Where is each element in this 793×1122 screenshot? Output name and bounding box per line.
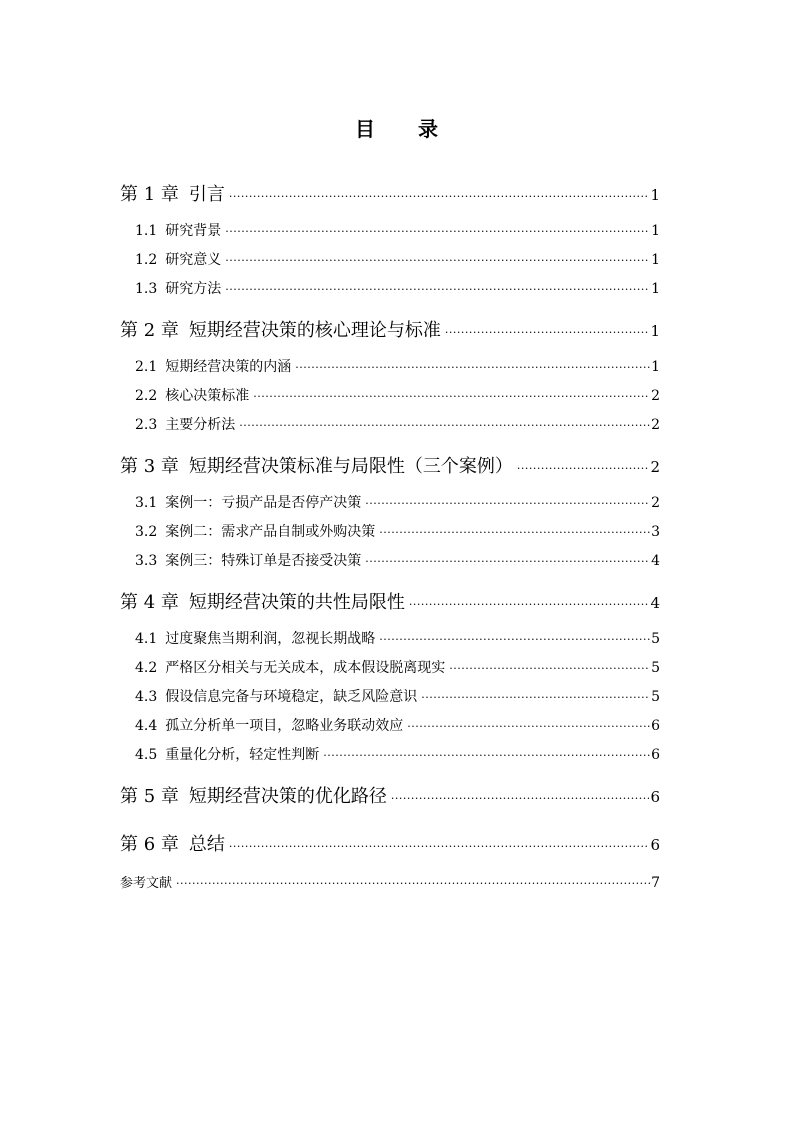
toc-section-4-2[interactable] — [135, 657, 660, 677]
toc-page-number: 4 — [650, 594, 660, 612]
toc-number: 4.3 — [135, 689, 158, 705]
toc-chapter-6[interactable] — [120, 830, 660, 856]
toc-title: 引言 — [188, 184, 225, 205]
toc-section-1-3[interactable] — [135, 278, 660, 298]
toc-number: 第 1 章 — [120, 184, 179, 205]
dot-leader — [323, 749, 650, 762]
toc-section-3-1[interactable] — [135, 492, 660, 512]
dot-leader — [517, 462, 650, 475]
toc-number: 1.1 — [135, 223, 158, 239]
toc-chapter-3[interactable] — [120, 452, 660, 478]
toc-number: 2.1 — [135, 359, 158, 375]
toc-title: 短期经营决策的共性局限性 — [188, 592, 405, 613]
toc-page-number: 2 — [651, 388, 660, 404]
toc-number: 3.2 — [135, 524, 158, 540]
toc-number: 2.3 — [135, 417, 158, 433]
dot-leader — [229, 190, 650, 203]
dot-leader — [229, 840, 650, 853]
dot-leader — [365, 555, 650, 568]
toc-title: 短期经营决策的内涵 — [165, 359, 292, 375]
toc-page-number: 5 — [651, 660, 660, 676]
toc-page-number: 7 — [651, 875, 660, 891]
dot-leader — [225, 225, 650, 238]
toc-page-number: 1 — [651, 223, 660, 239]
toc-section-3-3[interactable] — [135, 550, 660, 570]
toc-page-number: 1 — [651, 281, 660, 297]
toc-page-number: 1 — [650, 322, 660, 340]
dot-leader — [409, 598, 650, 611]
dot-leader — [407, 720, 650, 733]
toc-section-2-2[interactable] — [135, 385, 660, 405]
toc-page-number: 5 — [651, 631, 660, 647]
toc-section-1-2[interactable] — [135, 249, 660, 269]
toc-title: 核心决策标准 — [165, 388, 250, 404]
toc-title: 短期经营决策的核心理论与标准 — [188, 320, 441, 341]
toc-title: 案例三：特殊订单是否接受决策 — [165, 553, 362, 569]
dot-leader — [379, 526, 650, 539]
toc-page-number: 4 — [651, 553, 660, 569]
toc-title: 研究方法 — [165, 281, 222, 297]
toc-title: 孤立分析单一项目，忽略业务联动效应 — [165, 718, 404, 734]
toc-page-number: 2 — [651, 495, 660, 511]
toc-section-4-4[interactable] — [135, 715, 660, 735]
toc-number: 2.2 — [135, 388, 158, 404]
dot-leader — [295, 361, 650, 374]
toc-page-number: 2 — [650, 458, 660, 476]
toc-chapter-5[interactable] — [120, 782, 660, 808]
toc-title: 过度聚焦当期利润，忽视长期战略 — [165, 631, 376, 647]
dot-leader — [253, 390, 650, 403]
toc-title: 短期经营决策标准与局限性（三个案例） — [188, 456, 513, 477]
toc-section-4-1[interactable] — [135, 628, 660, 648]
toc-page-number: 1 — [650, 186, 660, 204]
dot-leader — [176, 877, 650, 890]
dot-leader — [445, 326, 650, 339]
toc-title: 严格区分相关与无关成本，成本假设脱离现实 — [165, 660, 446, 676]
toc-page-number: 1 — [651, 252, 660, 268]
toc-section-1-1[interactable] — [135, 220, 660, 240]
toc-number: 4.2 — [135, 660, 158, 676]
toc-references[interactable] — [120, 872, 660, 891]
toc-title: 短期经营决策的优化路径 — [188, 786, 387, 807]
toc-number: 1.3 — [135, 281, 158, 297]
page-title: 目 录 — [355, 117, 456, 141]
toc-number: 4.1 — [135, 631, 158, 647]
toc-title: 参考文献 — [120, 876, 173, 891]
toc-number: 第 2 章 — [120, 320, 179, 341]
toc-title: 案例二：需求产品自制或外购决策 — [165, 524, 376, 540]
toc-number: 4.4 — [135, 718, 158, 734]
toc-chapter-2[interactable] — [120, 316, 660, 342]
toc-section-2-3[interactable] — [135, 414, 660, 434]
toc-title: 研究意义 — [165, 252, 222, 268]
toc-number: 第 5 章 — [120, 786, 179, 807]
toc-number: 3.3 — [135, 553, 158, 569]
dot-leader — [225, 283, 650, 296]
toc-page-number: 5 — [651, 689, 660, 705]
toc-section-2-1[interactable] — [135, 356, 660, 376]
toc-title: 案例一：亏损产品是否停产决策 — [165, 495, 362, 511]
toc-title: 总结 — [188, 834, 225, 855]
toc-page-number: 1 — [651, 359, 660, 375]
dot-leader — [239, 419, 650, 432]
toc-section-4-3[interactable] — [135, 686, 660, 706]
toc-chapter-1[interactable] — [120, 180, 660, 206]
toc-page-number: 2 — [651, 417, 660, 433]
toc-section-3-2[interactable] — [135, 521, 660, 541]
toc-page-number: 6 — [650, 788, 660, 806]
toc-page-number: 6 — [651, 747, 660, 763]
dot-leader — [391, 792, 650, 805]
toc-title: 假设信息完备与环境稳定，缺乏风险意识 — [165, 689, 418, 705]
toc-title: 研究背景 — [165, 223, 222, 239]
toc-section-4-5[interactable] — [135, 744, 660, 764]
toc-page-number: 6 — [650, 836, 660, 854]
toc-number: 4.5 — [135, 747, 158, 763]
toc-number: 第 3 章 — [120, 456, 179, 477]
toc-title: 主要分析法 — [165, 417, 236, 433]
dot-leader — [365, 497, 650, 510]
dot-leader — [379, 633, 650, 646]
toc-page-number: 6 — [651, 718, 660, 734]
dot-leader — [449, 662, 650, 675]
toc-number: 1.2 — [135, 252, 158, 268]
dot-leader — [421, 691, 650, 704]
toc-page-number: 3 — [651, 524, 660, 540]
toc-title: 重量化分析，轻定性判断 — [165, 747, 320, 763]
toc-number: 3.1 — [135, 495, 158, 511]
toc-chapter-4[interactable] — [120, 588, 660, 614]
dot-leader — [225, 254, 650, 267]
toc-number: 第 4 章 — [120, 592, 179, 613]
toc-number: 第 6 章 — [120, 834, 179, 855]
